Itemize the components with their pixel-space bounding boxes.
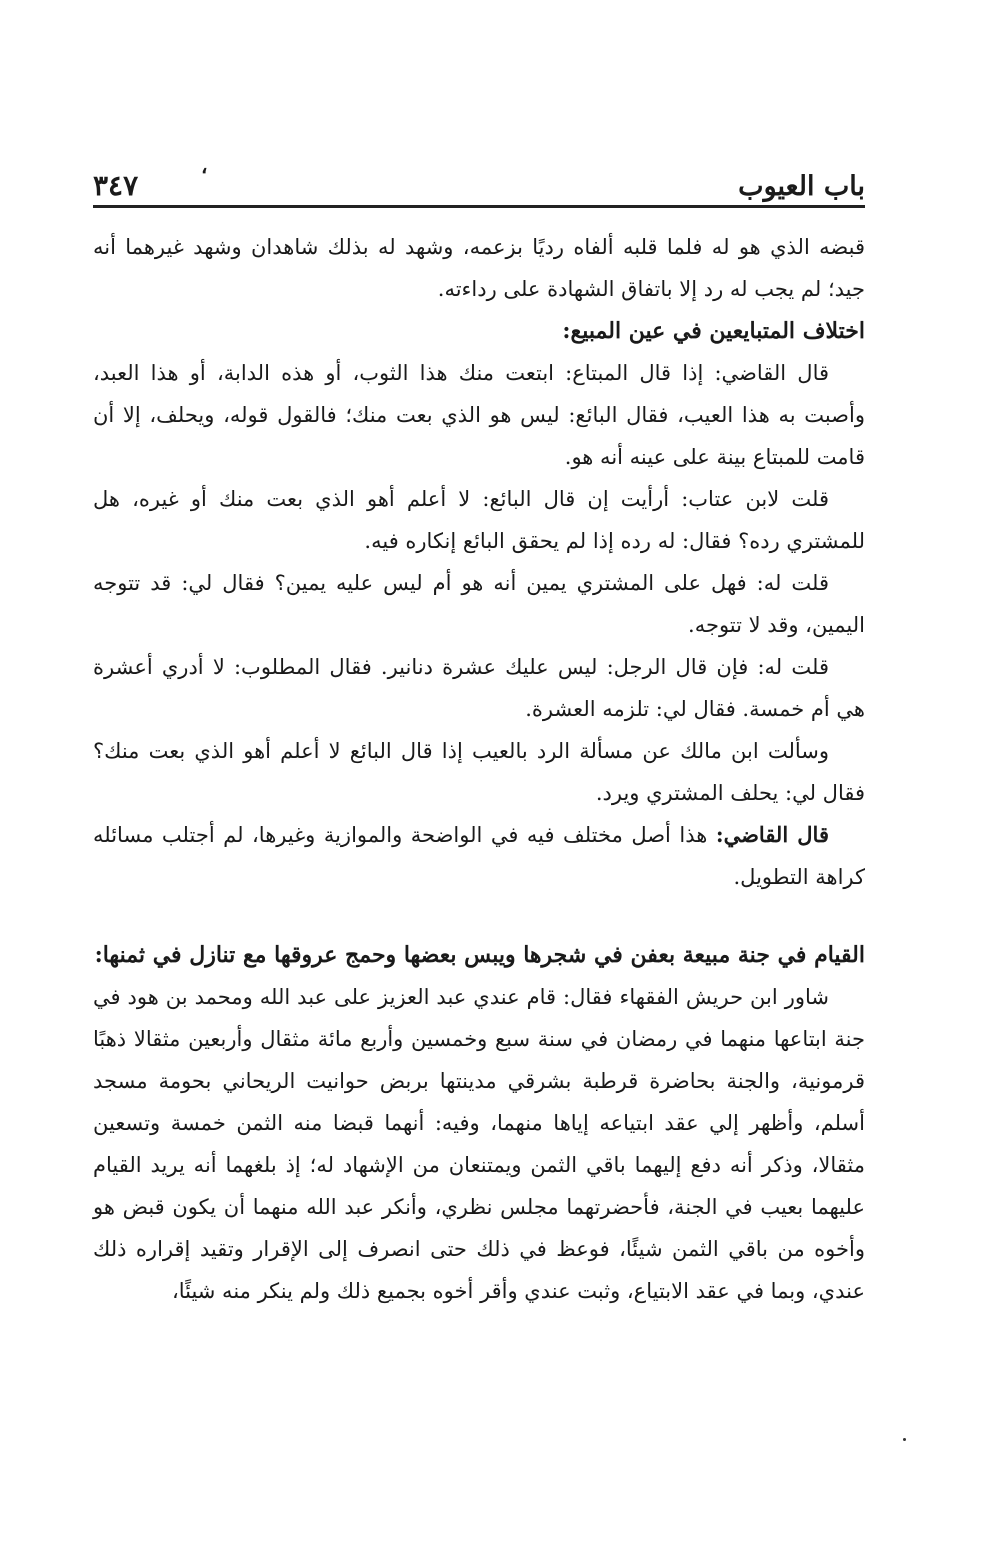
paragraph-text: هذا أصل مختلف فيه في الواضحة والموازية وغيرها، لم أجتلب مسائله كراهة التطويل. bbox=[93, 823, 865, 889]
book-page bbox=[93, 0, 865, 1547]
speck-mark bbox=[903, 1438, 906, 1441]
paragraph bbox=[93, 814, 865, 898]
section-heading-2: القيام في جنة مبيعة بعفن في شجرها ويبس بعضها وحمج عروقها مع تنازل في ثمنها: bbox=[94, 942, 865, 968]
paragraph: قلت له: فهل على المشتري يمين أنه هو أم ليس عليه يمين؟ فقال لي: قد تتوجه اليمين، وقد لا تتوجه. bbox=[93, 571, 865, 637]
chapter-title: باب العيوب bbox=[738, 171, 865, 202]
paragraph: قلت لابن عتاب: أرأيت إن قال البائع: لا أعلم أهو الذي بعت منك أو غيره، هل للمشتري رده؟ فقال: له رده إذا لم يحقق البائع إنكاره فيه. bbox=[93, 487, 865, 553]
paragraph: وسألت ابن مالك عن مسألة الرد بالعيب إذا قال البائع لا أعلم أهو الذي بعت منك؟ فقال لي: يحلف المشتري ويرد. bbox=[93, 739, 865, 805]
page-header bbox=[93, 162, 865, 202]
section-heading-1: اختلاف المتبايعين في عين المبيع: bbox=[562, 318, 865, 344]
paragraph: شاور ابن حريش الفقهاء فقال: قام عندي عبد العزيز على عبد الله ومحمد بن هود في جنة ابتاعها منهما في رمضان في سنة سبع وخمسين وأربع مائة مثقال وأربعين مثقالا ذهبًا قرمونية، والجنة بحاضرة قرطبة بشرقي مدينتها بربض حوانيت الريحاني بحومة مسجد أسلم، وأظهر إلي عقد ابتياعه إياها منهما، وفيه: أنهما قبضا منه الثمن خمسة وتسعين مثقالا، وذكر أنه دفع إليهما باقي الثمن ويمتنعان من الإشهاد له؛ إذ بلغهما أنه يريد القيام عليهما بعيب في الجنة، فأحضرتهما مجلس نظري، وأنكر عبد الله منهما أن يكون قبض هو وأخوه من باقي الثمن شيئًا، فوعظ في ذلك حتى انصرف إلى الإقرار وتقيد إقراره ذلك عندي، وبما في عقد الابتياع، وثبت عندي وأقر أخوه بجميع ذلك ولم ينكر منه شيئًا، bbox=[93, 985, 865, 1303]
paragraph-continuation: قبضه الذي هو له فلما قلبه ألفاه رديًا بزعمه، وشهد له بذلك شاهدان وشهد غيرهما أنه جيد؛ لم يجب له رد إلا باتفاق الشهادة على رداءته. bbox=[93, 235, 865, 301]
paragraph: قال القاضي: إذا قال المبتاع: ابتعت منك هذا الثوب، أو هذه الدابة، أو هذا العبد، وأصبت به هذا العيب، فقال البائع: ليس هو الذي بعت منك؛ فالقول قوله، ويحلف، إلا أن قامت للمبتاع بينة على عينه أنه هو. bbox=[93, 361, 865, 469]
paragraph: قلت له: فإن قال الرجل: ليس عليك عشرة دنانير. فقال المطلوب: لا أدري أعشرة هي أم خمسة. فقال لي: تلزمه العشرة. bbox=[93, 655, 865, 721]
speaker-label: قال القاضي: bbox=[715, 822, 829, 847]
page-number: ٣٤٧ bbox=[93, 169, 139, 202]
header-mark: ، bbox=[201, 154, 208, 178]
header-rule bbox=[93, 205, 865, 208]
page-body bbox=[93, 226, 865, 1312]
